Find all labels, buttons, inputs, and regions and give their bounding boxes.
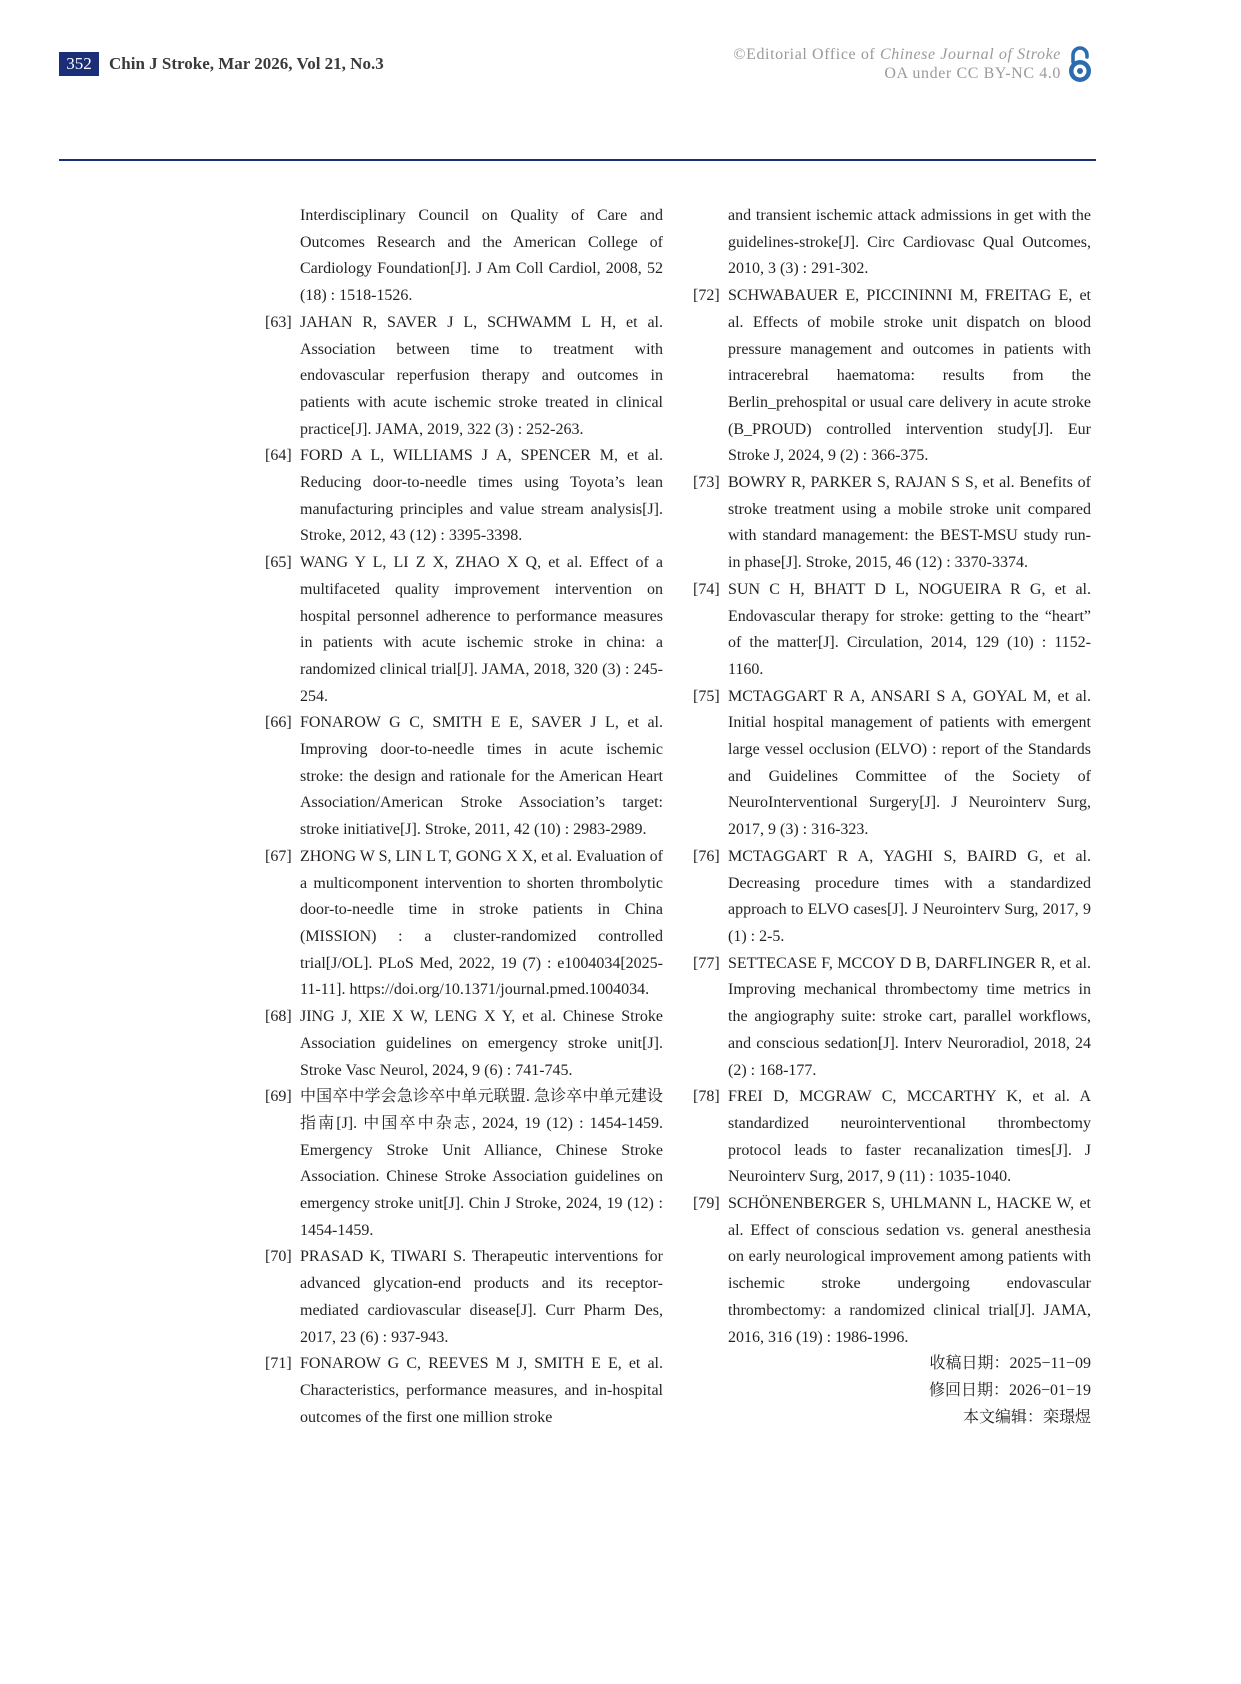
- reference-number: [73]: [693, 474, 720, 492]
- reference-text: FONAROW G C, SMITH E E, SAVER J L, et al. Improving door-to-needle times in acute ischemic stroke: the design and rationale for the American Heart Association/American Stroke Association’s target: stroke initiative[J]. Stroke, 2011, 42 (10) : 2983-2989.: [300, 714, 663, 839]
- reference-item: [693, 470, 1091, 577]
- reference-item: [693, 1084, 1091, 1191]
- reference-text: PRASAD K, TIWARI S. Therapeutic interventions for advanced glycation-end products and its receptor-mediated cardiovascular disease[J]. Curr Pharm Des, 2017, 23 (6) : 937-943.: [300, 1248, 663, 1346]
- reference-text: BOWRY R, PARKER S, RAJAN S S, et al. Benefits of stroke treatment using a mobile stroke unit compared with standard management: the BEST-MSU study run-in phase[J]. Stroke, 2015, 46 (12) : 3370-3374.: [728, 474, 1091, 572]
- reference-item: [265, 310, 663, 444]
- reference-text: WANG Y L, LI Z X, ZHAO X Q, et al. Effect of a multifaceted quality improvement intervention on hospital personnel adherence to performance measures in patients with acute ischemic stroke in china: a randomized clinical trial[J]. JAMA, 2018, 320 (3) : 245-254.: [300, 554, 663, 705]
- open-access-lock-icon: [1065, 44, 1095, 84]
- reference-number: [65]: [265, 554, 292, 572]
- reference-item: [693, 577, 1091, 684]
- reference-number: [70]: [265, 1248, 292, 1266]
- revised-date: 修回日期：2026−01−19: [928, 1381, 1091, 1399]
- reference-text: SETTECASE F, MCCOY D B, DARFLINGER R, et al. Improving mechanical thrombectomy time metrics in the angiography suite: stroke cart, parallel workflows, and conscious sedation[J]. Interv Neuroradiol, 2018, 24 (2) : 168-177.: [728, 954, 1091, 1079]
- header-divider: [59, 159, 1096, 161]
- copyright-prefix: ©Editorial Office of: [733, 46, 880, 63]
- reference-column-left: [265, 203, 663, 1431]
- copyright-journal-name: Chinese Journal of Stroke: [879, 46, 1061, 63]
- reference-text: ZHONG W S, LIN L T, GONG X X, et al. Evaluation of a multicomponent intervention to shorten thrombolytic door-to-needle time in stroke patients in China (MISSION) : a cluster-randomized controlled trial[J/OL]. PLoS Med, 2022, 19 (7) : e1004034[2025-11-11]. https://doi.org/10.1371/journal.pmed.1004034.: [300, 847, 663, 999]
- reference-item: [265, 550, 663, 710]
- reference-number: [66]: [265, 714, 292, 732]
- reference-number: [72]: [693, 287, 720, 305]
- reference-text: SCHWABAUER E, PICCININNI M, FREITAG E, et al. Effects of mobile stroke unit dispatch on blood pressure management and outcomes in patients with intracerebral haematoma: results from the Berlin_prehospital or usual care delivery in acute stroke (B_PROUD) controlled intervention study[J]. Eur Stroke J, 2024, 9 (2) : 366-375.: [728, 287, 1091, 465]
- reference-column-right: [693, 203, 1091, 1431]
- reference-text: FORD A L, WILLIAMS J A, SPENCER M, et al. Reducing door-to-needle times using Toyota’s lean manufacturing principles and value stream analysis[J]. Stroke, 2012, 43 (12) : 3395-3398.: [300, 447, 663, 545]
- reference-text: FREI D, MCGRAW C, MCCARTHY K, et al. A standardized neurointerventional thrombectomy protocol leads to faster recanalization times[J]. J Neurointerv Surg, 2017, 9 (11) : 1035-1040.: [728, 1088, 1091, 1186]
- reference-item: [693, 951, 1091, 1085]
- reference-text: SUN C H, BHATT D L, NOGUEIRA R G, et al. Endovascular therapy for stroke: getting to the “heart” of the matter[J]. Circulation, 2014, 129 (10) : 1152-1160.: [728, 580, 1091, 678]
- reference-item: [693, 844, 1091, 951]
- reference-item: [693, 1191, 1091, 1351]
- reference-continuation: and transient ischemic attack admissions in get with the guidelines-stroke[J]. Circ Cardiovasc Qual Outcomes, 2010, 3 (3) : 291-302.: [728, 207, 1091, 278]
- copyright-notice: [733, 45, 1061, 83]
- received-date: 收稿日期：2025−11−09: [929, 1355, 1091, 1373]
- reference-number: [79]: [693, 1195, 720, 1213]
- reference-number: [68]: [265, 1008, 292, 1026]
- reference-item: [693, 684, 1091, 844]
- reference-text: 中国卒中学会急诊卒中单元联盟. 急诊卒中单元建设指南[J]. 中国卒中杂志, 2024, 19 (12) : 1454-1459. Emergency Stroke Unit Alliance, Chinese Stroke Association. Chinese Stroke Association guidelines on emergency stroke unit[J]. Chin J Stroke, 2024, 19 (12) : 1454-1459.: [300, 1088, 663, 1239]
- reference-number: [78]: [693, 1088, 720, 1106]
- reference-number: [71]: [265, 1355, 292, 1373]
- reference-number: [64]: [265, 447, 292, 465]
- reference-item: [265, 1351, 663, 1431]
- license-line: OA under CC BY-NC 4.0: [884, 65, 1061, 82]
- editor-credit: 本文编辑：栾璟煜: [962, 1408, 1091, 1426]
- reference-text: JAHAN R, SAVER J L, SCHWAMM L H, et al. Association between time to treatment with endovascular reperfusion therapy and outcomes in patients with acute ischemic stroke treated in clinical practice[J]. JAMA, 2019, 322 (3) : 252-263.: [300, 313, 663, 438]
- reference-number: [67]: [265, 847, 292, 865]
- reference-text: JING J, XIE X W, LENG X Y, et al. Chinese Stroke Association guidelines on emergency stroke unit[J]. Stroke Vasc Neurol, 2024, 9 (6) : 741-745.: [300, 1008, 663, 1079]
- reference-number: [76]: [693, 847, 720, 865]
- page-number: 352: [59, 52, 99, 76]
- reference-number: [63]: [265, 313, 292, 331]
- reference-number: [74]: [693, 580, 720, 598]
- reference-item: [693, 283, 1091, 470]
- reference-item: [265, 710, 663, 844]
- reference-text: FONAROW G C, REEVES M J, SMITH E E, et al. Characteristics, performance measures, and in-hospital outcomes of the first one million stroke: [300, 1355, 663, 1426]
- reference-number: [75]: [693, 687, 720, 705]
- reference-item: [265, 1004, 663, 1084]
- journal-citation-line: Chin J Stroke, Mar 2026, Vol 21, No.3: [109, 54, 384, 73]
- reference-number: [69]: [265, 1088, 292, 1106]
- reference-text: MCTAGGART R A, ANSARI S A, GOYAL M, et al. Initial hospital management of patients with emergent large vessel occlusion (ELVO) : report of the Standards and Guidelines Committee of the Society of NeuroInterventional Surgery[J]. J Neurointerv Surg, 2017, 9 (3) : 316-323.: [728, 687, 1091, 839]
- reference-text: SCHÖNENBERGER S, UHLMANN L, HACKE W, et al. Effect of conscious sedation vs. general anesthesia on early neurological improvement among patients with ischemic stroke undergoing endovascular thrombectomy: a randomized clinical trial[J]. JAMA, 2016, 316 (19) : 1986-1996.: [728, 1195, 1091, 1346]
- reference-continuation: Interdisciplinary Council on Quality of Care and Outcomes Research and the American College of Cardiology Foundation[J]. J Am Coll Cardiol, 2008, 52 (18) : 1518-1526.: [300, 207, 663, 305]
- reference-item: [265, 1084, 663, 1244]
- reference-item: [265, 443, 663, 550]
- reference-item: [265, 1244, 663, 1351]
- article-dates: [693, 1351, 1091, 1431]
- reference-text: MCTAGGART R A, YAGHI S, BAIRD G, et al. Decreasing procedure times with a standardized approach to ELVO cases[J]. J Neurointerv Surg, 2017, 9 (1) : 2-5.: [728, 847, 1091, 945]
- reference-number: [77]: [693, 954, 720, 972]
- reference-item: [265, 844, 663, 1004]
